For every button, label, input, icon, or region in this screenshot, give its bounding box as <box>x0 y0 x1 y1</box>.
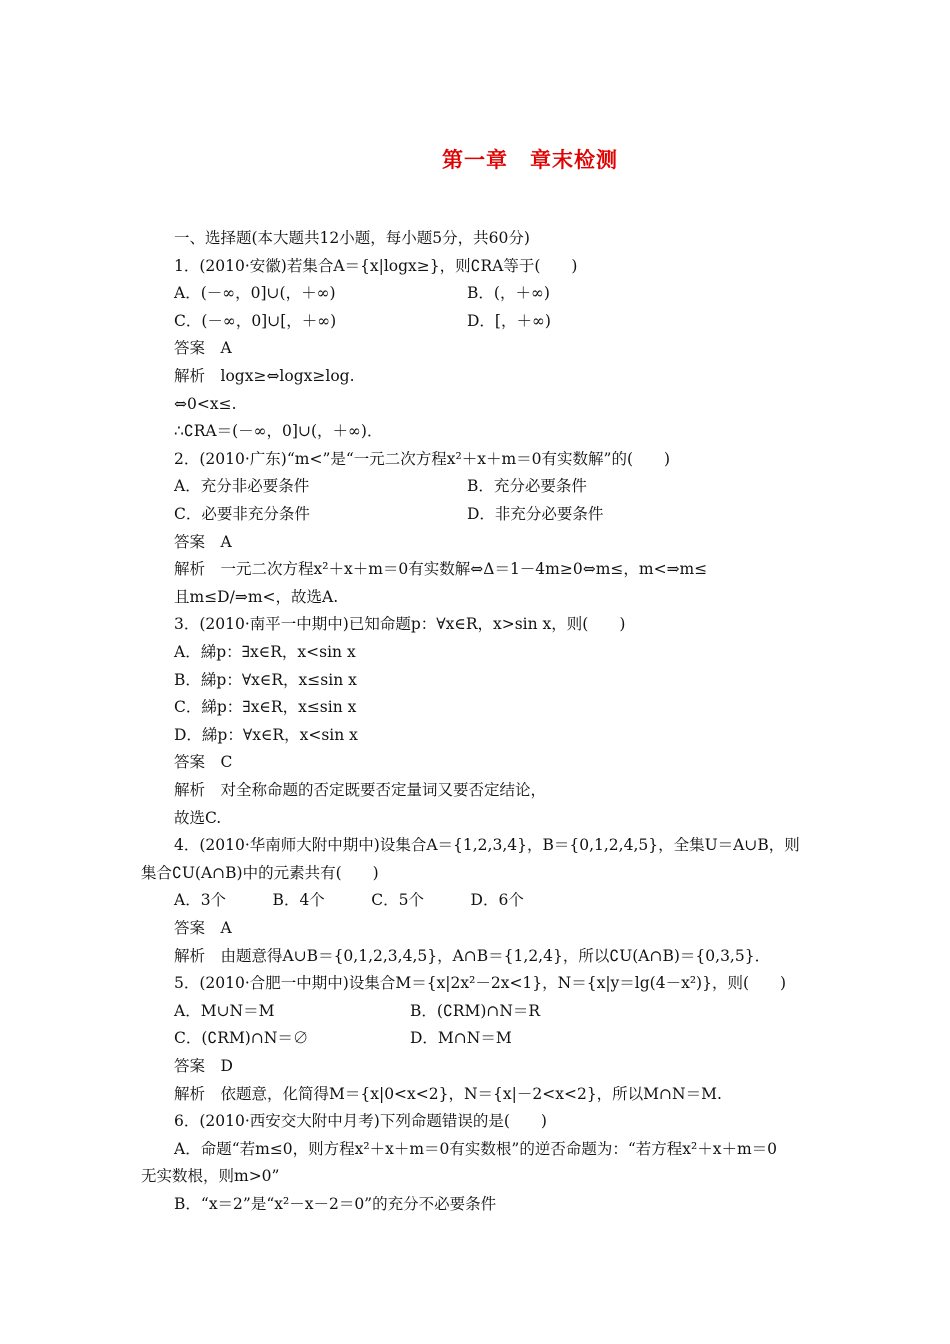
text-line: ⇔0<x≤. <box>174 395 237 413</box>
text-line: B．“x＝2”是“x²－x－2＝0”的充分不必要条件 <box>174 1195 497 1213</box>
text-line: ∴∁RA＝(－∞，0]∪(，＋∞)． <box>174 422 383 440</box>
text-line: 答案 C <box>174 753 233 771</box>
text-line: 4．(2010·华南师大附中期中)设集合A＝{1,2,3,4}，B＝{0,1,2,4,5}，全集U＝A∪B，则 <box>174 836 800 854</box>
text-line: 解析 依题意，化简得M＝{x|0<x<2}，N＝{x|－2<x<2}，所以M∩N＝M. <box>174 1085 722 1103</box>
text-line: 2．(2010·广东)“m<”是“一元二次方程x²＋x＋m＝0有实数解”的( ) <box>174 450 671 468</box>
text-line: 答案 A <box>174 919 232 937</box>
option-right: D．非充分必要条件 <box>467 505 604 523</box>
text-line: 解析 对全称命题的否定既要否定量词又要否定结论， <box>174 781 547 799</box>
chapter-title: 章末检测 <box>530 148 618 172</box>
text-line: 集合∁U(A∩B)中的元素共有( ) <box>141 864 379 882</box>
text-line: 无实数根，则m>0” <box>141 1167 280 1185</box>
text-line: C．(∁RM)∩N＝∅ <box>174 1029 309 1047</box>
text-line: 答案 A <box>174 533 232 551</box>
text-line: 答案 D <box>174 1057 233 1075</box>
text-line: A．充分非必要条件 <box>174 477 310 495</box>
text-line: A．綈p：∃x∈R，x<sin x <box>174 643 356 661</box>
text-line: C．綈p：∃x∈R，x≤sin x <box>174 698 357 716</box>
text-line: 解析 一元二次方程x²＋x＋m＝0有实数解⇔Δ＝1－4m≥0⇔m≤，m<⇒m≤ <box>174 560 708 578</box>
text-line: D．綈p：∀x∈R，x<sin x <box>174 726 358 744</box>
text-line: A．M∪N＝M <box>174 1002 275 1020</box>
option-right: D．[，＋∞) <box>467 312 551 330</box>
text-line: A．3个 B．4个 C．5个 D．6个 <box>174 891 524 909</box>
text-line: 解析 由题意得A∪B＝{0,1,2,3,4,5}，A∩B＝{1,2,4}，所以∁U(A∩B)＝{0,3,5}． <box>174 947 771 965</box>
text-line: 6．(2010·西安交大附中月考)下列命题错误的是( ) <box>174 1112 547 1130</box>
text-line: A．命题“若m≤0，则方程x²＋x＋m＝0有实数根”的逆否命题为：“若方程x²＋x＋m＝0 <box>174 1140 778 1158</box>
text-line: 且m≤D/⇒m<，故选A. <box>174 588 339 606</box>
option-right: B．(∁RM)∩N＝R <box>410 1002 541 1020</box>
text-line: B．綈p：∀x∈R，x≤sin x <box>174 671 357 689</box>
text-line: 一、选择题(本大题共12小题，每小题5分，共60分) <box>174 229 530 247</box>
text-line: A．(－∞，0]∪(，＋∞) <box>174 284 336 302</box>
option-right: B．(，＋∞) <box>467 284 550 302</box>
text-line: 5．(2010·合肥一中期中)设集合M＝{x|2x²－2x<1}，N＝{x|y＝lg(4－x²)}，则( ) <box>174 974 787 992</box>
text-line: 解析 logx≥⇔logx≥log. <box>174 367 355 385</box>
text-line: 答案 A <box>174 339 232 357</box>
page-title <box>0 144 950 174</box>
option-right: D．M∩N＝M <box>410 1029 512 1047</box>
chapter-label: 第一章 <box>442 148 508 172</box>
text-line: C．必要非充分条件 <box>174 505 310 523</box>
option-right: B．充分必要条件 <box>467 477 587 495</box>
text-line: 故选C. <box>174 809 222 827</box>
text-line: C．(－∞，0]∪[，＋∞) <box>174 312 337 330</box>
text-line: 3．(2010·南平一中期中)已知命题p：∀x∈R，x>sin x，则( ) <box>174 615 626 633</box>
text-line: 1．(2010·安徽)若集合A＝{x|logx≥}，则∁RA等于( ) <box>174 257 578 275</box>
